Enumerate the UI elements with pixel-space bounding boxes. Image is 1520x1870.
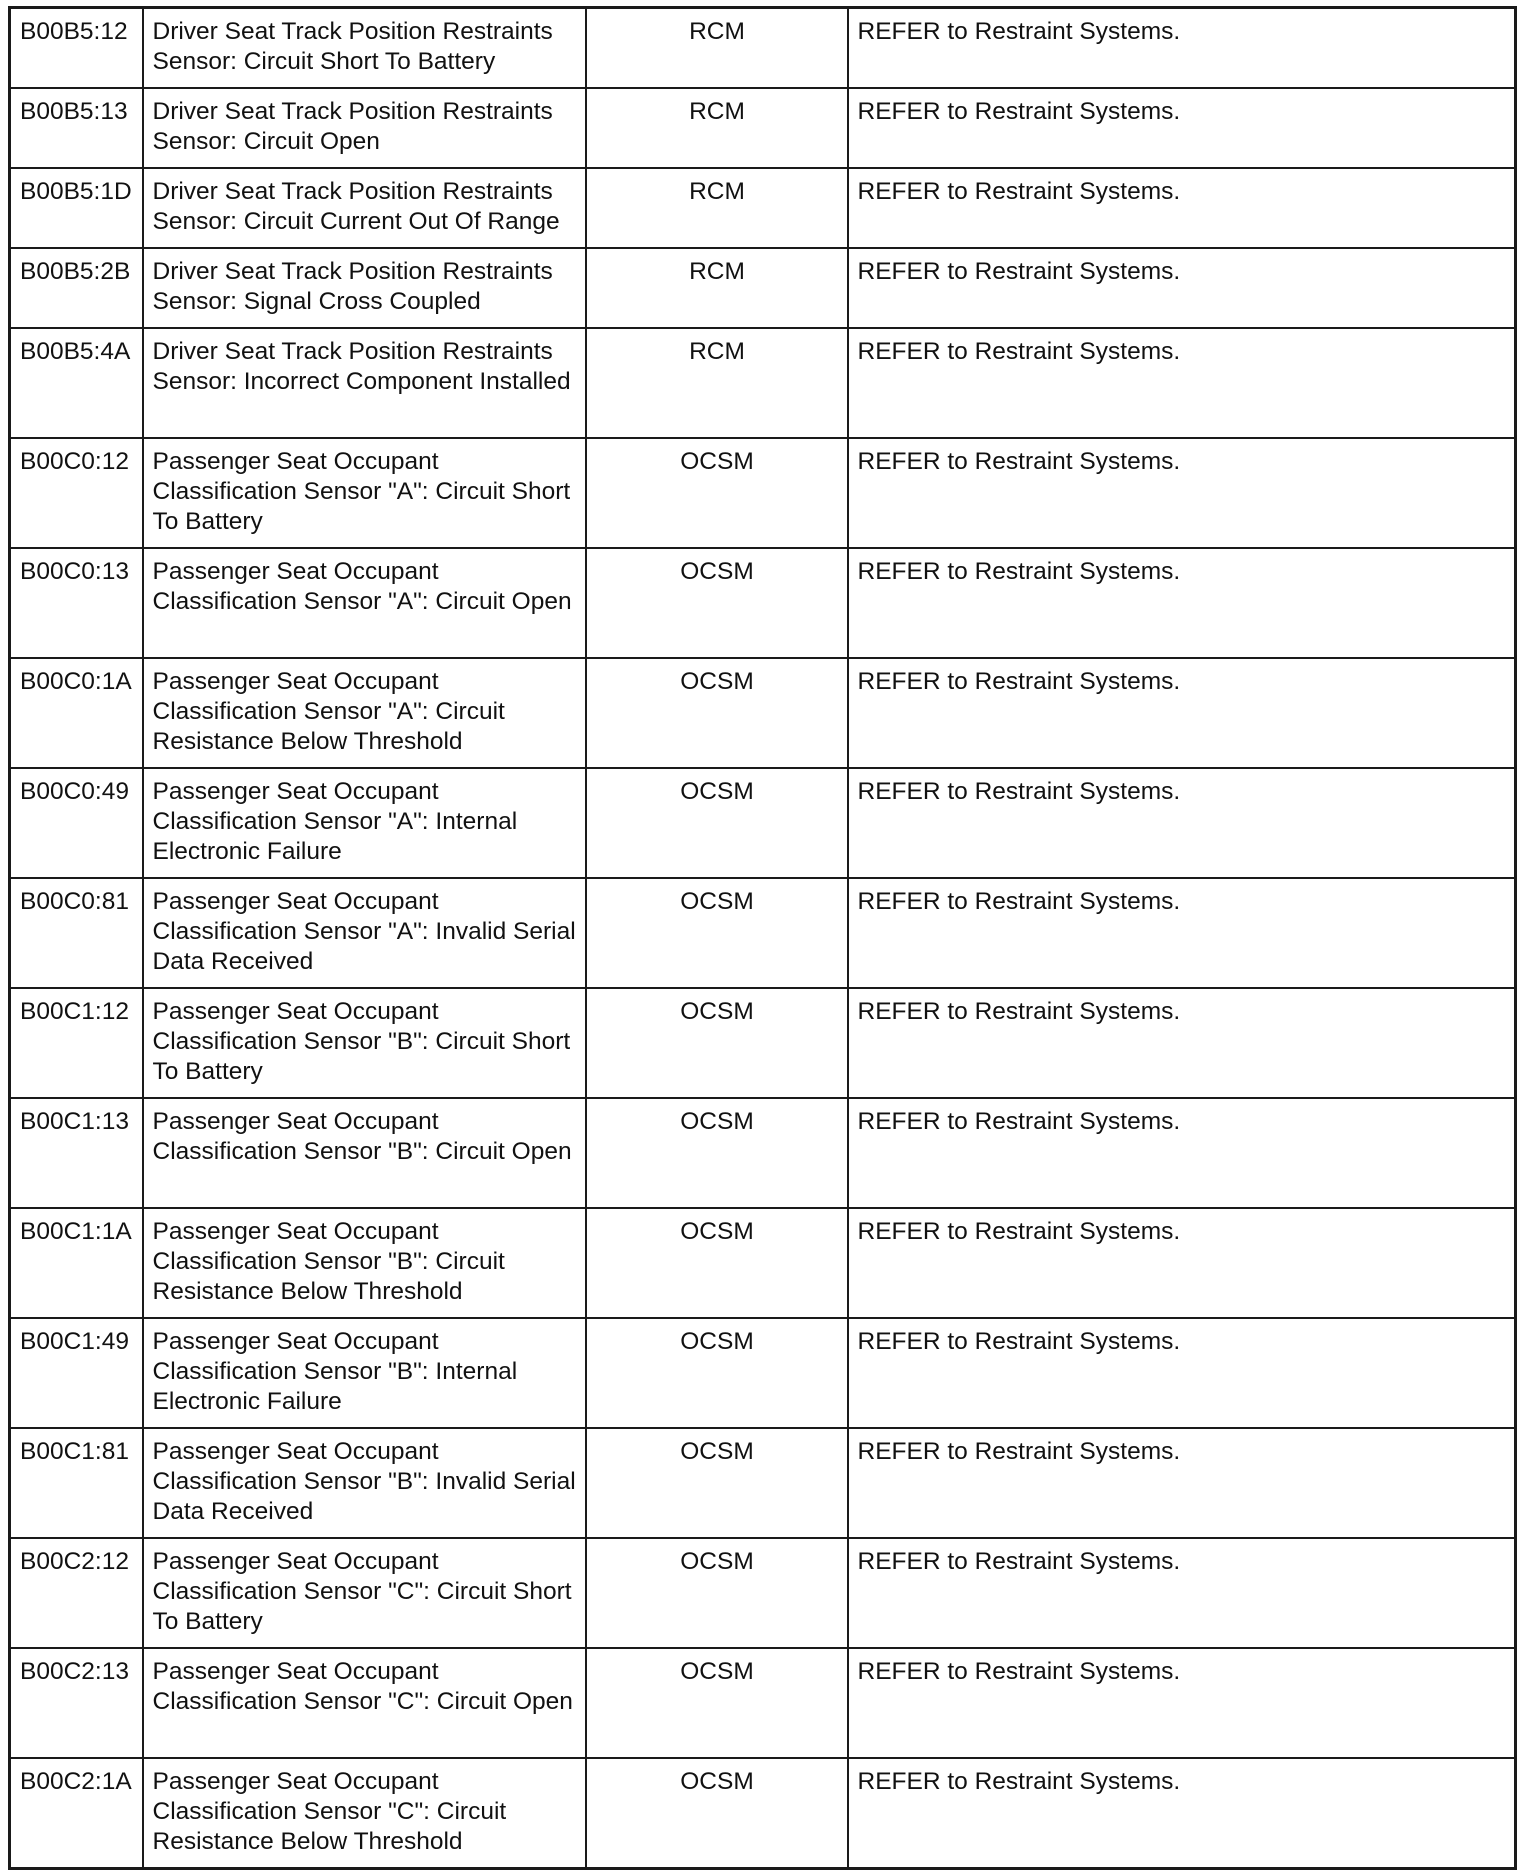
- action-cell: REFER to Restraint Systems.: [848, 1208, 1516, 1318]
- dtc-description-cell: Passenger Seat Occupant Classification Sensor "A": Internal Electronic Failure: [143, 768, 586, 878]
- table-row: [10, 328, 1516, 438]
- dtc-code-cell: B00C0:1A: [10, 658, 143, 768]
- dtc-description-cell: Driver Seat Track Position Restraints Sensor: Incorrect Component Installed: [143, 328, 586, 438]
- module-cell: RCM: [586, 328, 848, 438]
- dtc-code-cell: B00C1:49: [10, 1318, 143, 1428]
- dtc-code-cell: B00C2:1A: [10, 1758, 143, 1869]
- action-cell: REFER to Restraint Systems.: [848, 328, 1516, 438]
- dtc-description-cell: Passenger Seat Occupant Classification Sensor "C": Circuit Resistance Below Threshold: [143, 1758, 586, 1869]
- table-row: [10, 88, 1516, 168]
- dtc-code-cell: B00C1:1A: [10, 1208, 143, 1318]
- dtc-code-cell: B00B5:1D: [10, 168, 143, 248]
- module-cell: RCM: [586, 168, 848, 248]
- dtc-table-body: [10, 8, 1516, 1869]
- action-cell: REFER to Restraint Systems.: [848, 1428, 1516, 1538]
- table-row: [10, 1208, 1516, 1318]
- module-cell: OCSM: [586, 1648, 848, 1758]
- table-row: [10, 1098, 1516, 1208]
- table-row: [10, 1428, 1516, 1538]
- dtc-code-cell: B00C1:12: [10, 988, 143, 1098]
- action-cell: REFER to Restraint Systems.: [848, 658, 1516, 768]
- table-row: [10, 168, 1516, 248]
- dtc-code-cell: B00B5:12: [10, 8, 143, 89]
- dtc-code-cell: B00C0:81: [10, 878, 143, 988]
- module-cell: OCSM: [586, 1098, 848, 1208]
- dtc-code-cell: B00C2:13: [10, 1648, 143, 1758]
- action-cell: REFER to Restraint Systems.: [848, 548, 1516, 658]
- dtc-code-cell: B00C0:12: [10, 438, 143, 548]
- table-row: [10, 1758, 1516, 1869]
- module-cell: RCM: [586, 8, 848, 89]
- dtc-table-sheet: [8, 6, 1514, 1870]
- table-row: [10, 8, 1516, 89]
- action-cell: REFER to Restraint Systems.: [848, 248, 1516, 328]
- dtc-table: [8, 6, 1517, 1870]
- action-cell: REFER to Restraint Systems.: [848, 1648, 1516, 1758]
- module-cell: RCM: [586, 248, 848, 328]
- module-cell: OCSM: [586, 438, 848, 548]
- table-row: [10, 658, 1516, 768]
- dtc-description-cell: Passenger Seat Occupant Classification Sensor "B": Circuit Short To Battery: [143, 988, 586, 1098]
- action-cell: REFER to Restraint Systems.: [848, 168, 1516, 248]
- dtc-description-cell: Passenger Seat Occupant Classification Sensor "B": Internal Electronic Failure: [143, 1318, 586, 1428]
- action-cell: REFER to Restraint Systems.: [848, 1538, 1516, 1648]
- module-cell: OCSM: [586, 878, 848, 988]
- dtc-code-cell: B00C2:12: [10, 1538, 143, 1648]
- action-cell: REFER to Restraint Systems.: [848, 8, 1516, 89]
- dtc-description-cell: Driver Seat Track Position Restraints Sensor: Circuit Short To Battery: [143, 8, 586, 89]
- action-cell: REFER to Restraint Systems.: [848, 1758, 1516, 1869]
- table-row: [10, 1538, 1516, 1648]
- table-row: [10, 1648, 1516, 1758]
- module-cell: OCSM: [586, 548, 848, 658]
- module-cell: RCM: [586, 88, 848, 168]
- table-row: [10, 248, 1516, 328]
- dtc-code-cell: B00C1:13: [10, 1098, 143, 1208]
- action-cell: REFER to Restraint Systems.: [848, 988, 1516, 1098]
- dtc-description-cell: Passenger Seat Occupant Classification Sensor "B": Circuit Open: [143, 1098, 586, 1208]
- table-row: [10, 878, 1516, 988]
- module-cell: OCSM: [586, 1758, 848, 1869]
- table-row: [10, 548, 1516, 658]
- dtc-code-cell: B00C0:49: [10, 768, 143, 878]
- table-row: [10, 438, 1516, 548]
- module-cell: OCSM: [586, 1318, 848, 1428]
- dtc-code-cell: B00B5:2B: [10, 248, 143, 328]
- action-cell: REFER to Restraint Systems.: [848, 878, 1516, 988]
- dtc-description-cell: Passenger Seat Occupant Classification Sensor "B": Invalid Serial Data Received: [143, 1428, 586, 1538]
- dtc-description-cell: Driver Seat Track Position Restraints Sensor: Signal Cross Coupled: [143, 248, 586, 328]
- dtc-code-cell: B00B5:4A: [10, 328, 143, 438]
- table-row: [10, 988, 1516, 1098]
- module-cell: OCSM: [586, 1208, 848, 1318]
- dtc-description-cell: Passenger Seat Occupant Classification Sensor "A": Circuit Open: [143, 548, 586, 658]
- table-row: [10, 1318, 1516, 1428]
- action-cell: REFER to Restraint Systems.: [848, 438, 1516, 548]
- dtc-description-cell: Passenger Seat Occupant Classification Sensor "A": Invalid Serial Data Received: [143, 878, 586, 988]
- module-cell: OCSM: [586, 988, 848, 1098]
- dtc-description-cell: Passenger Seat Occupant Classification Sensor "A": Circuit Resistance Below Threshold: [143, 658, 586, 768]
- action-cell: REFER to Restraint Systems.: [848, 768, 1516, 878]
- module-cell: OCSM: [586, 1538, 848, 1648]
- action-cell: REFER to Restraint Systems.: [848, 1318, 1516, 1428]
- dtc-code-cell: B00B5:13: [10, 88, 143, 168]
- table-row: [10, 768, 1516, 878]
- module-cell: OCSM: [586, 658, 848, 768]
- dtc-description-cell: Driver Seat Track Position Restraints Sensor: Circuit Current Out Of Range: [143, 168, 586, 248]
- dtc-description-cell: Passenger Seat Occupant Classification Sensor "C": Circuit Open: [143, 1648, 586, 1758]
- dtc-description-cell: Passenger Seat Occupant Classification Sensor "C": Circuit Short To Battery: [143, 1538, 586, 1648]
- module-cell: OCSM: [586, 1428, 848, 1538]
- action-cell: REFER to Restraint Systems.: [848, 1098, 1516, 1208]
- dtc-description-cell: Passenger Seat Occupant Classification Sensor "B": Circuit Resistance Below Threshold: [143, 1208, 586, 1318]
- action-cell: REFER to Restraint Systems.: [848, 88, 1516, 168]
- dtc-code-cell: B00C0:13: [10, 548, 143, 658]
- dtc-description-cell: Driver Seat Track Position Restraints Sensor: Circuit Open: [143, 88, 586, 168]
- dtc-code-cell: B00C1:81: [10, 1428, 143, 1538]
- dtc-description-cell: Passenger Seat Occupant Classification Sensor "A": Circuit Short To Battery: [143, 438, 586, 548]
- module-cell: OCSM: [586, 768, 848, 878]
